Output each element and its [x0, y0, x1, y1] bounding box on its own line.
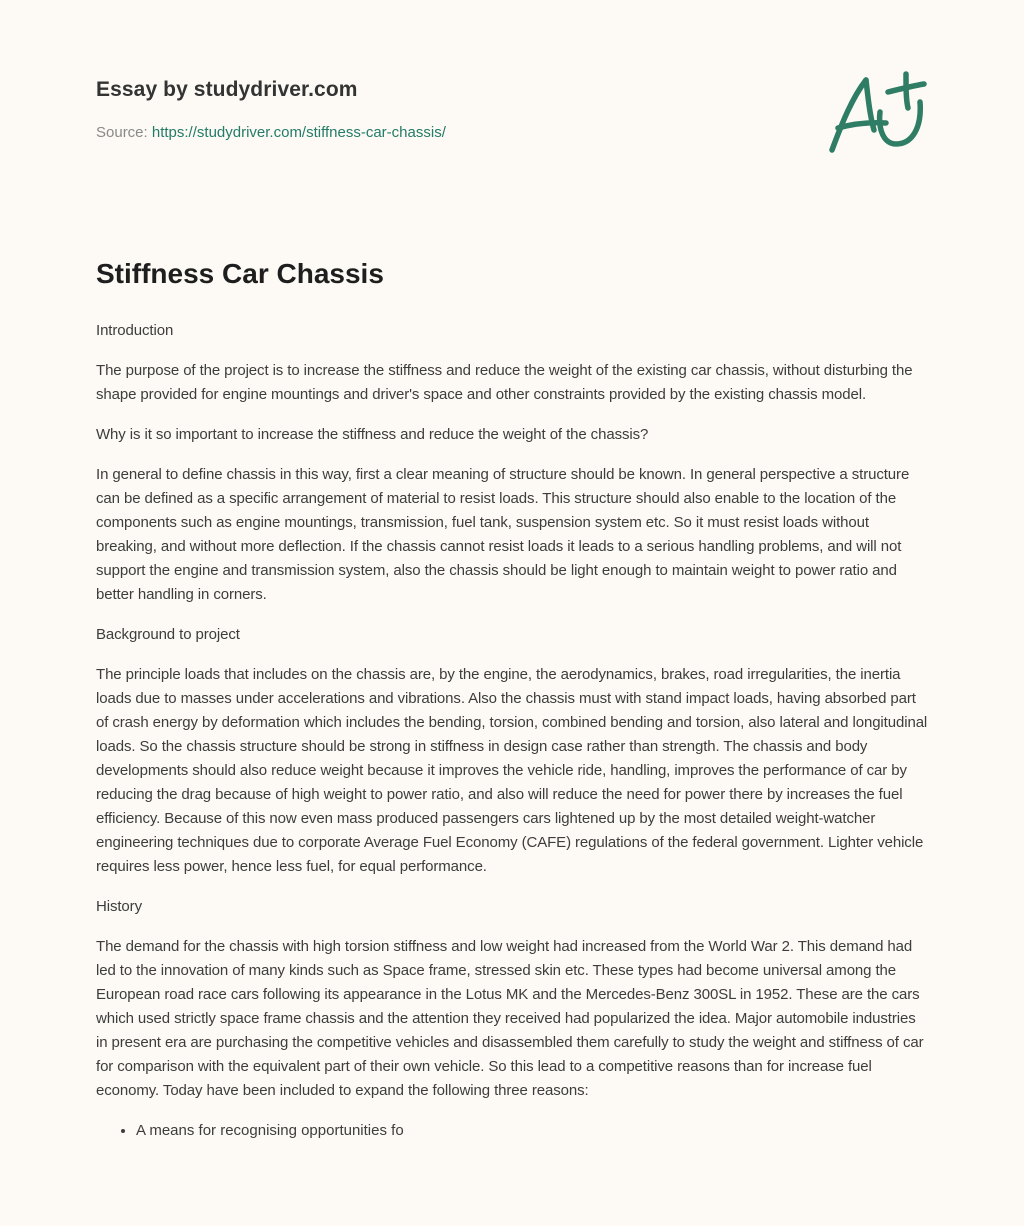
paragraph: The demand for the chassis with high torsion stiffness and low weight had increased from the World War 2. This demand had led to the innovation of many kinds such as Space frame, stressed skin etc. These types had become universal among the European road race cars following its appearance in the Lotus MK and the Mercedes-Benz 300SL in 1952. These are the cars which used strictly space frame chassis and the attention they received had popularized the idea. Major automobile industries in present era are purchasing the competitive vehicles and disassembled them carefully to study the weight and stiffness of car for comparison with the equivalent part of their own vehicle. So this lead to a competitive reasons than for increase fuel economy. Today have been included to expand the following three reasons: — [96, 938, 924, 1099]
section-heading-introduction: Introduction — [96, 322, 174, 339]
article-title: Stiffness Car Chassis — [96, 258, 384, 289]
site-header — [96, 76, 928, 176]
source-line — [96, 123, 446, 143]
paragraph: Why is it so important to increase the stiffness and reduce the weight of the chassis? — [96, 426, 649, 443]
reasons-list — [96, 1119, 928, 1143]
section-heading-history: History — [96, 898, 142, 915]
list-item: • A means for recognising opportunities fo — [136, 1119, 928, 1143]
paragraph: In general to define chassis in this way, first a clear meaning of structure should be known. In general perspective a structure can be defined as a specific arrangement of material to resist loads. This structure should also enable to the location of the components such as engine mountings, transmission, fuel tank, suspension system etc. So it must resist loads without breaking, and without more deflection. If the chassis cannot resist loads it leads to a serious handling problems, and will not support the engine and transmission system, also the chassis should be light enough to maintain weight to power ratio and better handling in corners. — [96, 466, 910, 603]
paragraph: The purpose of the project is to increase the stiffness and reduce the weight of the existing car chassis, without disturbing the shape provided for engine mountings and driver's space and other constraints provided by the existing chassis model. — [96, 362, 913, 403]
source-label: Source: — [96, 124, 152, 141]
source-link[interactable]: https://studydriver.com/stiffness-car-chassis/ — [151, 124, 446, 141]
a-plus-logo-icon — [824, 68, 928, 162]
brand-title: Essay by studydriver.com — [96, 78, 358, 101]
section-heading-background: Background to project — [96, 626, 240, 643]
paragraph: The principle loads that includes on the chassis are, by the engine, the aerodynamics, brakes, road irregularities, the inertia loads due to masses under accelerations and vibrations. Also the chassis must with stand impact loads, having absorbed part of crash energy by deformation which includes the bending, torsion, combined bending and torsion, also lateral and longitudinal loads. So the chassis structure should be strong in stiffness in design case rather than strength. The chassis and body developments should also reduce weight because it improves the vehicle ride, handling, improves the performance of car by reducing the drag because of high weight to power ratio, and also will reduce the need for power there by increases the fuel efficiency. Because of this now even mass produced passengers cars lightened up by the most detailed weight-watcher engineering techniques due to corporate Average Fuel Economy (CAFE) regulations of the federal government. Lighter vehicle requires less power, hence less fuel, for equal performance. — [96, 666, 928, 875]
article — [96, 255, 928, 1143]
